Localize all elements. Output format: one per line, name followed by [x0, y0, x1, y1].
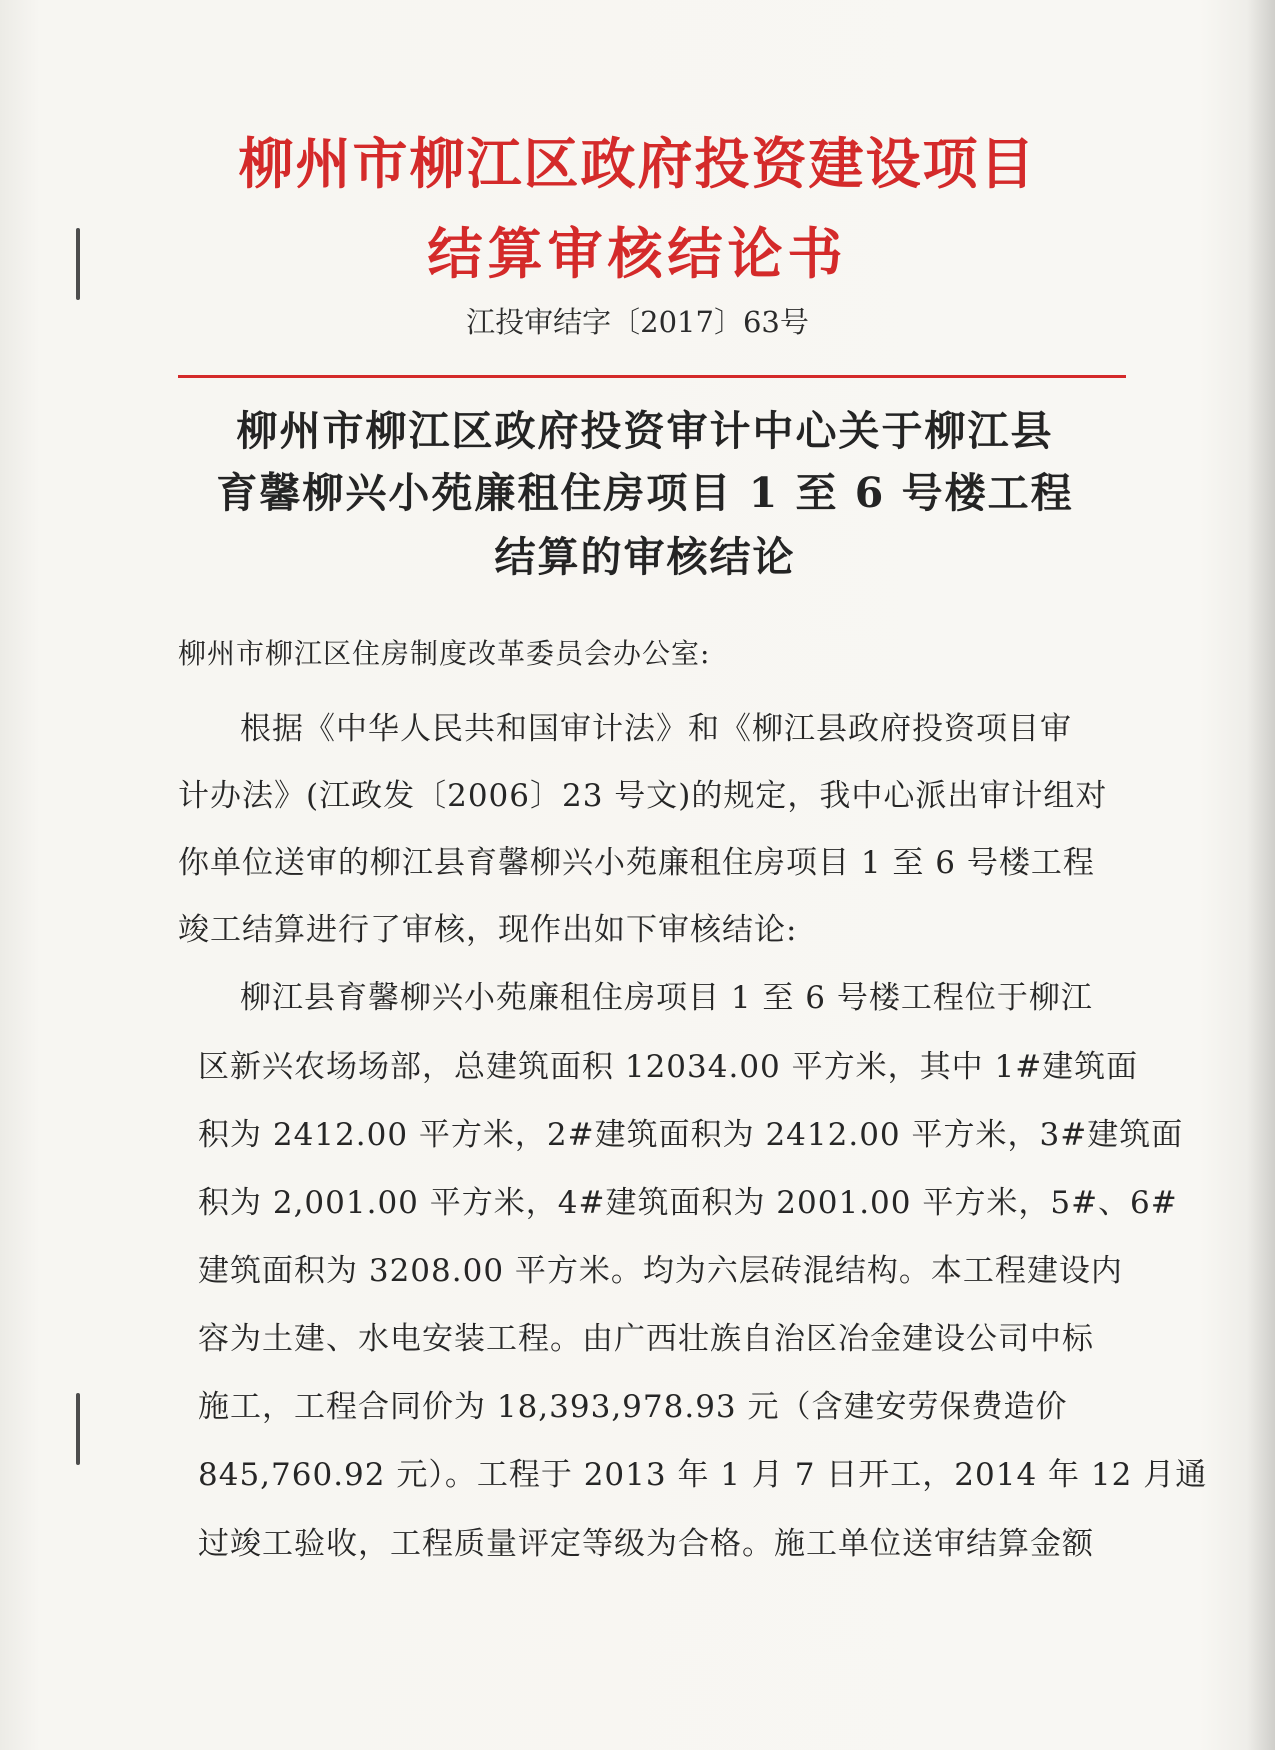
staple-bottom: [76, 1393, 80, 1465]
body-line: 柳江县育馨柳兴小苑廉租住房项目 1 至 6 号楼工程位于柳江: [240, 980, 1093, 1016]
body-line: 积为 2,001.00 平方米，4#建筑面积为 2001.00 平方米，5#、6#: [198, 1185, 1178, 1221]
document-number: 江投审结字〔2017〕63号: [466, 305, 809, 339]
body-line: 施工，工程合同价为 18,393,978.93 元（含建安劳保费造价: [198, 1389, 1068, 1425]
body-line: 你单位送审的柳江县育馨柳兴小苑廉租住房项目 1 至 6 号楼工程: [178, 845, 1095, 881]
body-line: 建筑面积为 3208.00 平方米。均为六层砖混结构。本工程建设内: [198, 1253, 1123, 1289]
subject-line-1: 柳州市柳江区政府投资审计中心关于柳江县: [236, 407, 1054, 455]
body-line: 过竣工验收，工程质量评定等级为合格。施工单位送审结算金额: [198, 1526, 1094, 1562]
header-divider: [178, 375, 1126, 378]
body-line: 积为 2412.00 平方米，2#建筑面积为 2412.00 平方米，3#建筑面: [198, 1117, 1184, 1153]
body-line: 竣工结算进行了审核，现作出如下审核结论:: [178, 912, 798, 948]
addressee: 柳州市柳江区住房制度改革委员会办公室:: [178, 637, 711, 670]
body-line: 845,760.92 元）。工程于 2013 年 1 月 7 日开工，2014 年 12 月通: [198, 1457, 1208, 1493]
header-title-line-1: 柳州市柳江区政府投资建设项目: [238, 131, 1037, 196]
body-line: 区新兴农场场部，总建筑面积 12034.00 平方米，其中 1#建筑面: [198, 1049, 1139, 1085]
body-line: 根据《中华人民共和国审计法》和《柳江县政府投资项目审: [240, 711, 1072, 747]
header-title-line-2: 结算审核结论书: [427, 221, 848, 286]
subject-line-3: 结算的审核结论: [494, 533, 796, 581]
subject-line-2: 育馨柳兴小苑廉租住房项目 1 至 6 号楼工程: [216, 469, 1074, 517]
body-line: 容为土建、水电安装工程。由广西壮族自治区冶金建设公司中标: [198, 1321, 1094, 1357]
body-line: 计办法》(江政发〔2006〕23 号文)的规定，我中心派出审计组对: [178, 778, 1108, 814]
